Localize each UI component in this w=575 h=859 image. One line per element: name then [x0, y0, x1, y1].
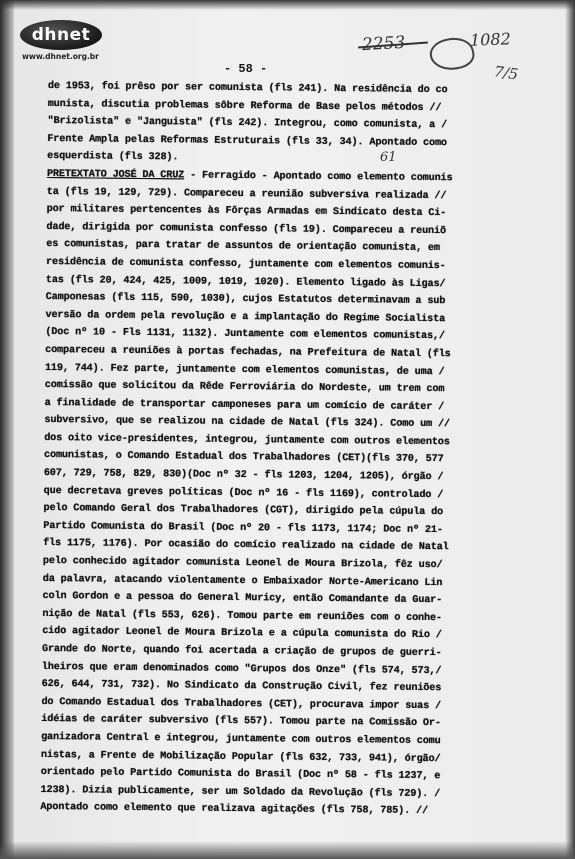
document-line: esquerdista (fls 328).	[47, 151, 179, 164]
entry-heading-rest: - Ferragido - Apontado como elemento comunis	[184, 170, 453, 185]
document-line: idéias de caráter subversivo (fls 557). Tomou parte na Comissão Or-	[41, 714, 441, 730]
document-line: de 1953, foi prêso por ser comunista (fls 241). Na residência do co	[47, 80, 448, 97]
document-line: residência de comunista confesso, juntamente com elementos comunis-	[46, 256, 446, 273]
document-line: es comunistas, para tratar de assuntos de orientação comunista, em	[46, 239, 440, 255]
document-line: 1238). Dizia publicamente, ser um Soldado da Revolução (fls 729). /	[40, 784, 441, 800]
scan-shadow-right	[565, 0, 575, 859]
stamped-page-number: 2253	[361, 32, 406, 56]
document-line: Frente Ampla pelas Reformas Estruturais (fls 33, 34). Apontado como	[47, 133, 447, 149]
document-line: (Doc nº 10 - Fls 1131, 1132). Juntamente com elementos comunistas,/	[45, 327, 445, 343]
document-line: fls 1175, 1176). Por ocasião do comício realizado na cidade de Natal	[43, 538, 449, 554]
logo-url[interactable]: www.dhnet.org.br	[22, 52, 99, 61]
person-name-heading: PRETEXTATO JOSÉ DA CRUZ	[46, 168, 185, 182]
document-line: ganizadora Central e integrou, juntamente com outros elementos comu	[41, 731, 441, 748]
handwritten-note: 61	[380, 150, 397, 165]
document-line: dade, dirigida por comunista confesso (fls 19). Compareceu a reuniõ	[46, 221, 447, 237]
document-line: pelo Comando Geral dos Trabalhadores (CGT), dirigido pela cúpula do	[43, 503, 444, 519]
document-line: Camponesas (fls 115, 590, 1030), cujos Estatutos determinavam a sub	[45, 292, 446, 308]
document-line: Partido Comunista do Brasil (Doc nº 20 - fls 1173, 1174; Doc nº 21-	[43, 520, 443, 537]
document-line: tas (fls 20, 424, 425, 1009, 1019, 1020). Elemento ligado às Ligas/	[45, 274, 446, 290]
document-line: 119, 744). Fez parte, juntamente com elementos comunistas, de uma /	[44, 362, 445, 378]
document-body	[40, 78, 558, 822]
typed-page-number: - 58 -	[224, 62, 268, 76]
document-line: lheiros que eram denominados como "Grupos dos Onze" (fls 574, 573,/	[41, 661, 442, 677]
handwritten-fraction: 7/5	[492, 62, 520, 84]
document-line: Apontado como elemento que realizava agitações (fls 758, 785). //	[40, 802, 429, 818]
document-line: a finalidade de transportar camponeses para um comício de caráter /	[44, 397, 445, 413]
scan-shadow-left	[0, 0, 14, 859]
document-line: munista, discutia problemas sôbre Reforma de Base pelos métodos //	[47, 98, 442, 114]
document-line: do Comando Estadual dos Trabalhadores (CET), procurava impor suas /	[41, 696, 442, 712]
document-line: versão da ordem pela revolução e a implantação do Regime Socialista	[45, 309, 446, 325]
document-line: da palavra, atacando violentamente o Embaixador Norte-Americano Lin	[42, 573, 443, 589]
document-line: dos oito vice-presidentes, integrou, juntamente com outros elementos	[44, 432, 450, 449]
document-line: compareceu a reuniões à portas fechadas, na Prefeitura de Natal (fls	[45, 344, 451, 361]
document-line: 607, 729, 758, 829, 830)(Doc nº 32 - fls 1203, 1204, 1205), órgão /	[43, 468, 444, 484]
document-line: coln Gordon e a pessoa do General Muricy, então Comandante da Guar-	[42, 591, 443, 607]
document-line: comunistas, o Comando Estadual dos Trabalhadores (CET)(fls 370, 577	[43, 450, 444, 466]
handwritten-page-number: 1082	[469, 29, 512, 50]
document-line: nição de Natal (fls 553, 626). Tomou parte em reuniões com o conhe-	[42, 608, 442, 624]
document-line: cido agitador Leonel de Moura Brizola e a cúpula comunista do Rio /	[42, 626, 442, 642]
logo-name: dhnet	[31, 25, 91, 45]
document-line: "Brizolista" e "Janguista" (fls 242). Integrou, como comunista, a /	[47, 116, 448, 132]
document-line: ta (fls 19, 129, 729). Compareceu a reunião subversiva realizada //	[46, 186, 447, 202]
scan-shadow-bottom	[0, 841, 575, 859]
dhnet-logo[interactable]	[20, 20, 102, 50]
document-line: por militares pertencentes às Fôrças Armadas em Sindicato desta Ci-	[46, 204, 447, 220]
document-line: orientado pelo Partido Comunista do Brasil (Doc nº 58 - fls 1237, e	[40, 767, 441, 783]
document-line: que decretava greves políticas (Doc nº 16 - fls 1169), controlado /	[43, 485, 444, 501]
document-line: subversivo, que se realizou na cidade de Natal (fls 324). Como um //	[44, 415, 450, 431]
document-line: Grande do Norte, quando foi acertada a criação de grupos de guerri-	[41, 643, 442, 660]
document-line: nistas, a Frente de Mobilização Popular (fls 632, 733, 941), órgão/	[40, 749, 441, 765]
scan-shadow-top	[0, 0, 575, 10]
document-line: comissão que solicitou da Rêde Ferroviária do Nordeste, um trem com	[44, 380, 445, 396]
document-line: pelo conhecido agitador comunista Leonel de Moura Brizola, fêz uso/	[42, 556, 443, 572]
document-line: 626, 644, 731, 732). No Sindicato da Construção Civil, fez reuniões	[41, 679, 442, 695]
